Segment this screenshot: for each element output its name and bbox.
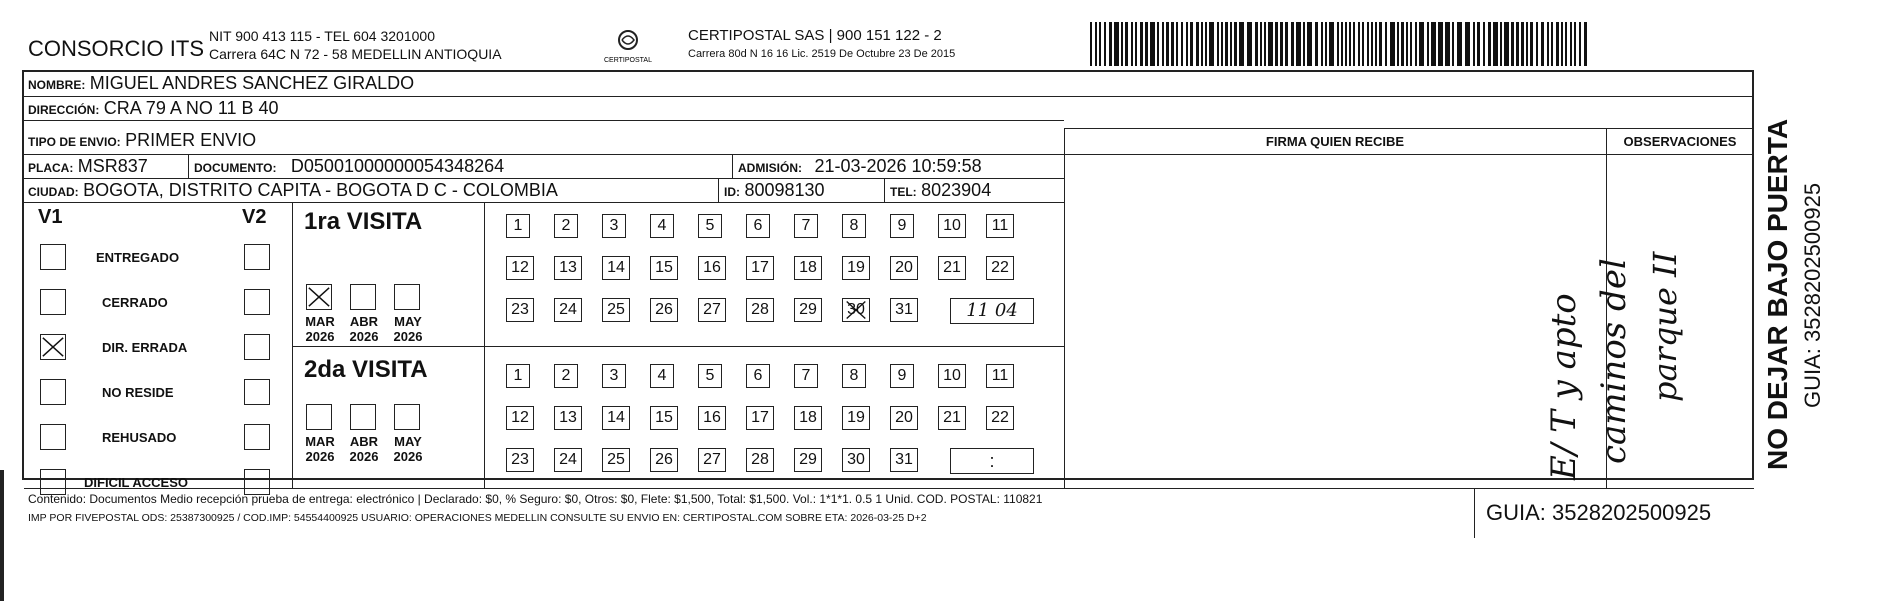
day-box[interactable]: 21 — [938, 406, 966, 430]
month-label — [344, 434, 384, 464]
day-box[interactable]: 25 — [602, 448, 630, 472]
day-box[interactable]: 28 — [746, 448, 774, 472]
day-box[interactable]: 4 — [650, 214, 674, 238]
contenido-line: Contenido: Documentos Medio recepción prueba de entrega: electrónico | Declarado: $0, % Seguro: $0, Otros: $0, Flete: $1,500, Total: $1,500. Vol.: 1*1*1. 0.5 1 Unid. COD. POSTAL: 110821 — [28, 492, 1043, 506]
certipostal-info — [688, 27, 955, 63]
handwritten-obs-line3: parque II — [1646, 251, 1684, 402]
month-year: 2026 — [349, 449, 379, 464]
day-box[interactable]: 1 — [506, 364, 530, 388]
documento-value: D05001000000054348264 — [290, 156, 505, 176]
day-box[interactable]: 12 — [506, 256, 534, 280]
day-box[interactable]: 31 — [890, 448, 918, 472]
certipostal-logo — [600, 28, 656, 68]
direccion-value: CRA 79 A NO 11 B 40 — [103, 98, 279, 118]
v2-header: V2 — [242, 206, 267, 228]
certipostal-line: CERTIPOSTAL SAS | 900 151 122 - 2 — [688, 27, 942, 44]
v1-checkbox[interactable] — [40, 424, 66, 450]
day-box[interactable]: 30 — [842, 298, 870, 322]
day-box[interactable]: 26 — [650, 448, 678, 472]
day-box[interactable]: 24 — [554, 298, 582, 322]
nombre-field — [28, 73, 414, 94]
handwritten-obs-line2: caminos del — [1594, 258, 1634, 464]
day-box[interactable]: 10 — [938, 364, 966, 388]
option-label: NO RESIDE — [102, 385, 174, 400]
tel-field — [890, 180, 991, 201]
v2-checkbox[interactable] — [244, 289, 270, 315]
day-box[interactable]: 6 — [746, 214, 770, 238]
day-box[interactable]: 2 — [554, 364, 578, 388]
month-name: ABR — [349, 434, 379, 449]
visit1-title: 1ra VISITA — [304, 208, 423, 235]
firma-header: FIRMA QUIEN RECIBE — [1265, 134, 1405, 149]
month-name: MAR — [305, 434, 335, 449]
day-box[interactable]: 16 — [698, 406, 726, 430]
id-value: 80098130 — [744, 180, 825, 200]
day-box[interactable]: 8 — [842, 214, 866, 238]
day-box[interactable]: 15 — [650, 406, 678, 430]
admision-value: 21-03-2026 10:59:58 — [814, 156, 982, 176]
tipo-label: TIPO DE ENVIO: — [28, 135, 121, 149]
imp-line: IMP POR FIVEPOSTAL ODS: 25387300925 / COD.IMP: 54554400925 USUARIO: OPERACIONES MEDELLIN CONSULTE SU ENVIO EN: CERTIPOSTAL.COM SOBRE ETA: 2026-03-25 D+2 — [28, 512, 927, 524]
tipo-value: PRIMER ENVIO — [125, 130, 257, 150]
day-box[interactable]: 15 — [650, 256, 678, 280]
day-box[interactable]: 20 — [890, 406, 918, 430]
day-box[interactable]: 27 — [698, 298, 726, 322]
option-label: ENTREGADO — [96, 250, 180, 265]
day-box[interactable]: 4 — [650, 364, 674, 388]
day-box[interactable]: 29 — [794, 298, 822, 322]
admision-label: ADMISIÓN: — [738, 161, 802, 175]
day-box[interactable]: 22 — [986, 256, 1014, 280]
month-checkbox[interactable] — [350, 404, 376, 430]
month-label — [388, 314, 428, 344]
day-box[interactable]: 5 — [698, 364, 722, 388]
day-box[interactable]: 3 — [602, 364, 626, 388]
day-box[interactable]: 2 — [554, 214, 578, 238]
day-box[interactable]: 27 — [698, 448, 726, 472]
delivery-form — [22, 70, 1754, 525]
time-box[interactable]: : — [950, 448, 1034, 474]
day-box[interactable]: 17 — [746, 256, 774, 280]
tipo-field — [28, 130, 256, 151]
option-label: DIR. ERRADA — [102, 340, 188, 355]
day-box[interactable]: 24 — [554, 448, 582, 472]
ciudad-field — [28, 180, 558, 201]
v1-checkbox[interactable] — [40, 289, 66, 315]
barcode — [1090, 22, 1590, 66]
month-name: MAY — [394, 434, 422, 449]
month-year: 2026 — [349, 329, 379, 344]
placa-label: PLACA: — [28, 161, 74, 175]
day-box[interactable]: 30 — [842, 448, 870, 472]
company-contact — [209, 27, 502, 63]
month-checkbox[interactable] — [350, 284, 376, 310]
day-box[interactable]: 18 — [794, 406, 822, 430]
month-year: 2026 — [393, 329, 423, 344]
v2-checkbox[interactable] — [244, 334, 270, 360]
day-box[interactable]: 11 — [986, 214, 1014, 238]
visit2-title: 2da VISITA — [304, 356, 428, 383]
logo-caption: CERTIPOSTAL — [604, 57, 652, 64]
day-box[interactable]: 26 — [650, 298, 678, 322]
id-field — [724, 180, 825, 201]
day-box[interactable]: 9 — [890, 214, 914, 238]
tel-label: TEL: — [890, 185, 917, 199]
company-name: CONSORCIO ITS — [28, 36, 205, 61]
address-line: Carrera 64C N 72 - 58 MEDELLIN ANTIOQUIA — [209, 46, 502, 62]
day-box[interactable]: 14 — [602, 406, 630, 430]
day-box[interactable]: 12 — [506, 406, 534, 430]
scan-edge-mark — [0, 470, 4, 601]
day-box[interactable]: 25 — [602, 298, 630, 322]
day-box[interactable]: 23 — [506, 448, 534, 472]
side-guia: GUIA: 3528202500925 — [1800, 182, 1825, 408]
day-box[interactable]: 13 — [554, 256, 582, 280]
month-checkbox[interactable] — [394, 404, 420, 430]
documento-label: DOCUMENTO: — [194, 161, 277, 175]
ciudad-label: CIUDAD: — [28, 185, 79, 199]
direccion-label: DIRECCIÓN: — [28, 103, 100, 117]
day-box[interactable]: 23 — [506, 298, 534, 322]
observaciones-header: OBSERVACIONES — [1623, 134, 1737, 149]
id-label: ID: — [724, 185, 740, 199]
month-label — [344, 314, 384, 344]
no-dejar-label: NO DEJAR BAJO PUERTA — [1762, 118, 1793, 470]
day-box[interactable]: 3 — [602, 214, 626, 238]
month-name: MAR — [305, 314, 335, 329]
v1-checkbox[interactable] — [40, 244, 66, 270]
day-box[interactable]: 16 — [698, 256, 726, 280]
day-box[interactable]: 19 — [842, 256, 870, 280]
day-box[interactable]: 5 — [698, 214, 722, 238]
placa-value: MSR837 — [77, 156, 148, 176]
day-box[interactable]: 8 — [842, 364, 866, 388]
time-box[interactable]: 11 04 — [950, 298, 1034, 324]
month-label — [388, 434, 428, 464]
day-box[interactable]: 6 — [746, 364, 770, 388]
month-year: 2026 — [305, 449, 335, 464]
day-box[interactable]: 13 — [554, 406, 582, 430]
nombre-label: NOMBRE: — [28, 78, 86, 92]
month-label — [300, 434, 340, 464]
month-checkbox[interactable] — [306, 284, 332, 310]
day-box[interactable]: 1 — [506, 214, 530, 238]
month-name: ABR — [349, 314, 379, 329]
option-label: REHUSADO — [102, 430, 177, 445]
month-checkbox[interactable] — [306, 404, 332, 430]
day-box[interactable]: 14 — [602, 256, 630, 280]
ciudad-value: BOGOTA, DISTRITO CAPITA - BOGOTA D C - COLOMBIA — [83, 180, 558, 200]
handwritten-obs-line1: E/ T y apto — [1544, 293, 1584, 480]
month-name: MAY — [394, 314, 422, 329]
placa-field — [28, 156, 148, 177]
month-checkbox[interactable] — [394, 284, 420, 310]
day-box[interactable]: 29 — [794, 448, 822, 472]
option-label: DIFICIL ACCESO — [84, 475, 189, 490]
v2-checkbox[interactable] — [244, 379, 270, 405]
tel-value: 8023904 — [921, 180, 992, 200]
v1-checkbox[interactable] — [40, 379, 66, 405]
nombre-value: MIGUEL ANDRES SANCHEZ GIRALDO — [89, 73, 415, 93]
day-box[interactable]: 31 — [890, 298, 918, 322]
month-year: 2026 — [305, 329, 335, 344]
month-label — [300, 314, 340, 344]
certipostal-sub: Carrera 80d N 16 16 Lic. 2519 De Octubre 23 De 2015 — [688, 48, 956, 60]
day-box[interactable]: 7 — [794, 364, 818, 388]
day-box[interactable]: 18 — [794, 256, 822, 280]
option-label: CERRADO — [102, 295, 168, 310]
nit-line: NIT 900 413 115 - TEL 604 3201000 — [209, 28, 435, 44]
v2-checkbox[interactable] — [244, 244, 270, 270]
month-year: 2026 — [393, 449, 423, 464]
guia-footer: GUIA: 3528202500925 — [1486, 500, 1712, 525]
day-box[interactable]: 11 — [986, 364, 1014, 388]
day-box[interactable]: 20 — [890, 256, 918, 280]
v2-checkbox[interactable] — [244, 424, 270, 450]
v1-checkbox[interactable] — [40, 334, 66, 360]
v1-header: V1 — [38, 206, 63, 228]
day-box[interactable]: 9 — [890, 364, 914, 388]
day-box[interactable]: 28 — [746, 298, 774, 322]
day-box[interactable]: 7 — [794, 214, 818, 238]
day-box[interactable]: 17 — [746, 406, 774, 430]
documento-field — [194, 156, 504, 177]
direccion-field — [28, 98, 279, 119]
day-box[interactable]: 21 — [938, 256, 966, 280]
day-box[interactable]: 10 — [938, 214, 966, 238]
day-box[interactable]: 22 — [986, 406, 1014, 430]
admision-field — [738, 156, 982, 177]
day-box[interactable]: 19 — [842, 406, 870, 430]
